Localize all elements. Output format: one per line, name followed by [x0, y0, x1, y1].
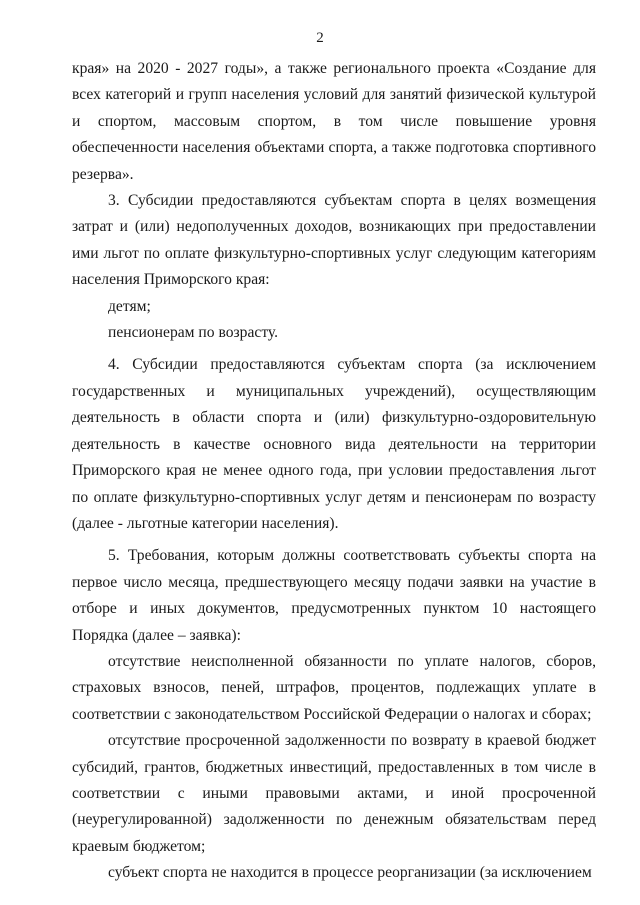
list-item-pensioners: пенсионерам по возрасту. — [108, 324, 279, 342]
paragraph-continuation: края» на 2020 - 2027 годы», а также регионального проекта «Создание для всех категорий и групп населения условий для занятий физической культурой и спортом, массовым спортом, в том числе повышение уровня обеспеченности населения объектами спорта, а также подготовка спортивного резерва». — [72, 60, 596, 183]
page-number: 2 — [316, 30, 324, 46]
requirement-no-reorganization: субъект спорта не находится в процессе реорганизации (за исключением — [108, 864, 592, 882]
paragraph-item-3: 3. Субсидии предоставляются субъектам спорта в целях возмещения затрат и (или) недополученных доходов, возникающих при предоставлении ими льгот по оплате физкультурно-спортивных услуг следующим категориям населения Приморского края: — [72, 192, 596, 289]
requirement-no-tax-debt: отсутствие неисполненной обязанности по уплате налогов, сборов, страховых взносов, пеней, штрафов, процентов, подлежащих уплате в соответствии с законодательством Российской Федерации о налогах и сборах; — [72, 652, 596, 723]
paragraph-item-4: 4. Субсидии предоставляются субъектам спорта (за исключением государственных и муниципальных учреждений), осуществляющим деятельность в области спорта и (или) физкультурно-оздоровительную деятельность в качестве основного вида деятельности на территории Приморского края не менее одного года, при условии предоставления льгот по оплате физкультурно-спортивных услуг детям и пенсионерам по возрасту (далее - льготные категории населения). — [72, 356, 596, 532]
paragraph-item-5: 5. Требования, которым должны соответствовать субъекты спорта на первое число месяца, предшествующего месяцу подачи заявки на участие в отборе и иных документов, предусмотренных пунктом 10 настоящего Порядка (далее – заявка): — [72, 547, 596, 644]
requirement-no-budget-debt: отсутствие просроченной задолженности по возврату в краевой бюджет субсидий, грантов, бюджетных инвестиций, предоставленных в том числе в соответствии с иными правовыми актами, и иной просроченной (неурегулированной) задолженности по денежным обязательствам перед краевым бюджетом; — [72, 732, 596, 855]
list-item-children: детям; — [108, 297, 151, 315]
document-body — [72, 56, 596, 887]
